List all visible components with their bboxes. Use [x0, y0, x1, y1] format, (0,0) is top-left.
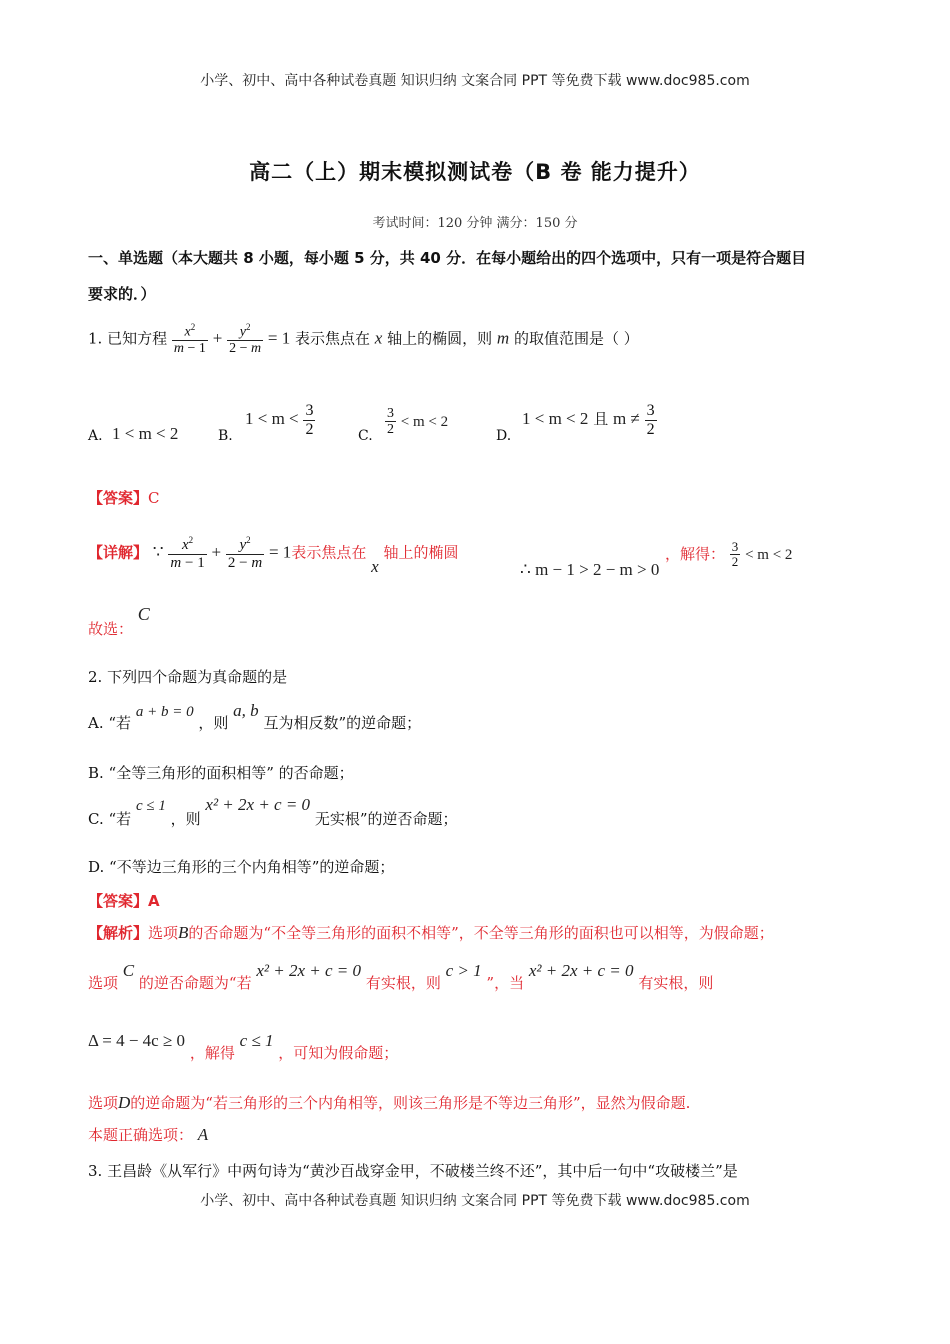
q2-analysis-line3: Δ = 4 − 4c ≥ 0 ，解得 c ≤ 1 ，可知为假命题；	[88, 1031, 399, 1062]
q1-option-d: 1 < m < 2 且 m ≠ $\frac{3}{2}$	[522, 402, 655, 438]
q1-detail-therefore: ∴ m − 1 > 2 − m > 0	[520, 560, 660, 579]
q2-correct: 本题正确选项： A	[88, 1125, 209, 1144]
q1-option-b-label: B.	[218, 428, 233, 444]
q1-option-d-label: D.	[496, 428, 512, 444]
q1-frac-2: $\frac{y^2}{2 - m}$	[229, 322, 262, 357]
q1-prefix: 1. 已知方程	[88, 329, 168, 348]
q2-analysis-line4: 选项D的逆命题为“若三角形的三个内角相等，则该三角形是不等边三角形”，显然为假命题.	[88, 1093, 691, 1112]
q1-choose: 故选： C	[88, 604, 150, 638]
page-header: 小学、初中、高中各种试卷真题 知识归纳 文案合同 PPT 等免费下载 www.doc985.com	[200, 73, 750, 89]
section-heading: 一、单选题（本大题共 8 小题，每小题 5 分，共 40 分．在每小题给出的四个选项中，只有一项是符合题目	[88, 249, 807, 267]
q2-option-d: D. “不等边三角形的三个内角相等”的逆命题；	[88, 858, 395, 876]
q1-mid: 轴上的椭圆，则	[387, 329, 493, 348]
section-heading-cont: 要求的．）	[88, 285, 156, 303]
q1-option-b: 1 < m < $\frac{3}{2}$	[245, 402, 314, 438]
q2-option-b: B. “全等三角形的面积相等” 的否命题；	[88, 764, 354, 782]
q1-x: x	[374, 328, 383, 348]
q1-detail: 【详解】 ∵ $\frac{x^2}{m - 1}$ + $\frac{y^2}{2 - m}$ = 1表示焦点在 x 轴上的椭圆	[88, 535, 459, 576]
question-2: 2. 下列四个命题为真命题的是	[88, 668, 288, 686]
page-title: 高二（上）期末模拟测试卷（B 卷 能力提升）	[249, 160, 701, 184]
q1-detail-solve: ，解得： $\frac{3}{2}$ < m < 2	[665, 539, 793, 570]
q2-analysis-line2: 选项 C 的逆否命题为“若 x² + 2x + c = 0 有实根，则 c > 1 ”，当 x² + 2x + c = 0 有实根，则	[88, 961, 714, 992]
q2-option-c: C. “若 c ≤ 1 ，则 x² + 2x + c = 0 无实根”的逆否命题；	[88, 795, 458, 828]
q1-end: 的取值范围是（ ）	[513, 329, 639, 348]
q1-option-c: $\frac{3}{2}$ < m < 2	[387, 406, 449, 438]
question-3: 3. 王昌龄《从军行》中两句诗为“黄沙百战穿金甲，不破楼兰终不还”，其中后一句中“攻破楼兰”是	[88, 1162, 738, 1180]
question-1: 1. 已知方程 $\frac{x^2}{m - 1}$ + $\frac{y^2}{2 - m}$ = 1 表示焦点在 x 轴上的椭圆，则 m 的取值范围是（ ）	[88, 322, 639, 357]
q1-option-a-label: A.	[88, 428, 103, 444]
q1-m: m	[496, 328, 510, 348]
exam-meta: 考试时间：120 分钟 满分：150 分	[372, 216, 578, 231]
q1-frac-1: $\frac{x^2}{m - 1}$	[173, 322, 206, 357]
q2-option-a: A. “若 a + b = 0 ，则 a, b 互为相反数”的逆命题；	[88, 701, 422, 732]
q1-option-c-label: C.	[358, 428, 373, 444]
page-footer: 小学、初中、高中各种试卷真题 知识归纳 文案合同 PPT 等免费下载 www.doc985.com	[200, 1193, 750, 1209]
q2-answer: 【答案】A	[88, 892, 160, 910]
q1-option-a: 1 < m < 2	[112, 424, 179, 443]
q1-answer: 【答案】C	[88, 489, 160, 507]
q2-analysis-line1: 【解析】选项B的否命题为“不全等三角形的面积不相等”，不全等三角形的面积也可以相等，为假命题；	[88, 923, 774, 942]
q1-suffix: 表示焦点在	[295, 329, 371, 348]
